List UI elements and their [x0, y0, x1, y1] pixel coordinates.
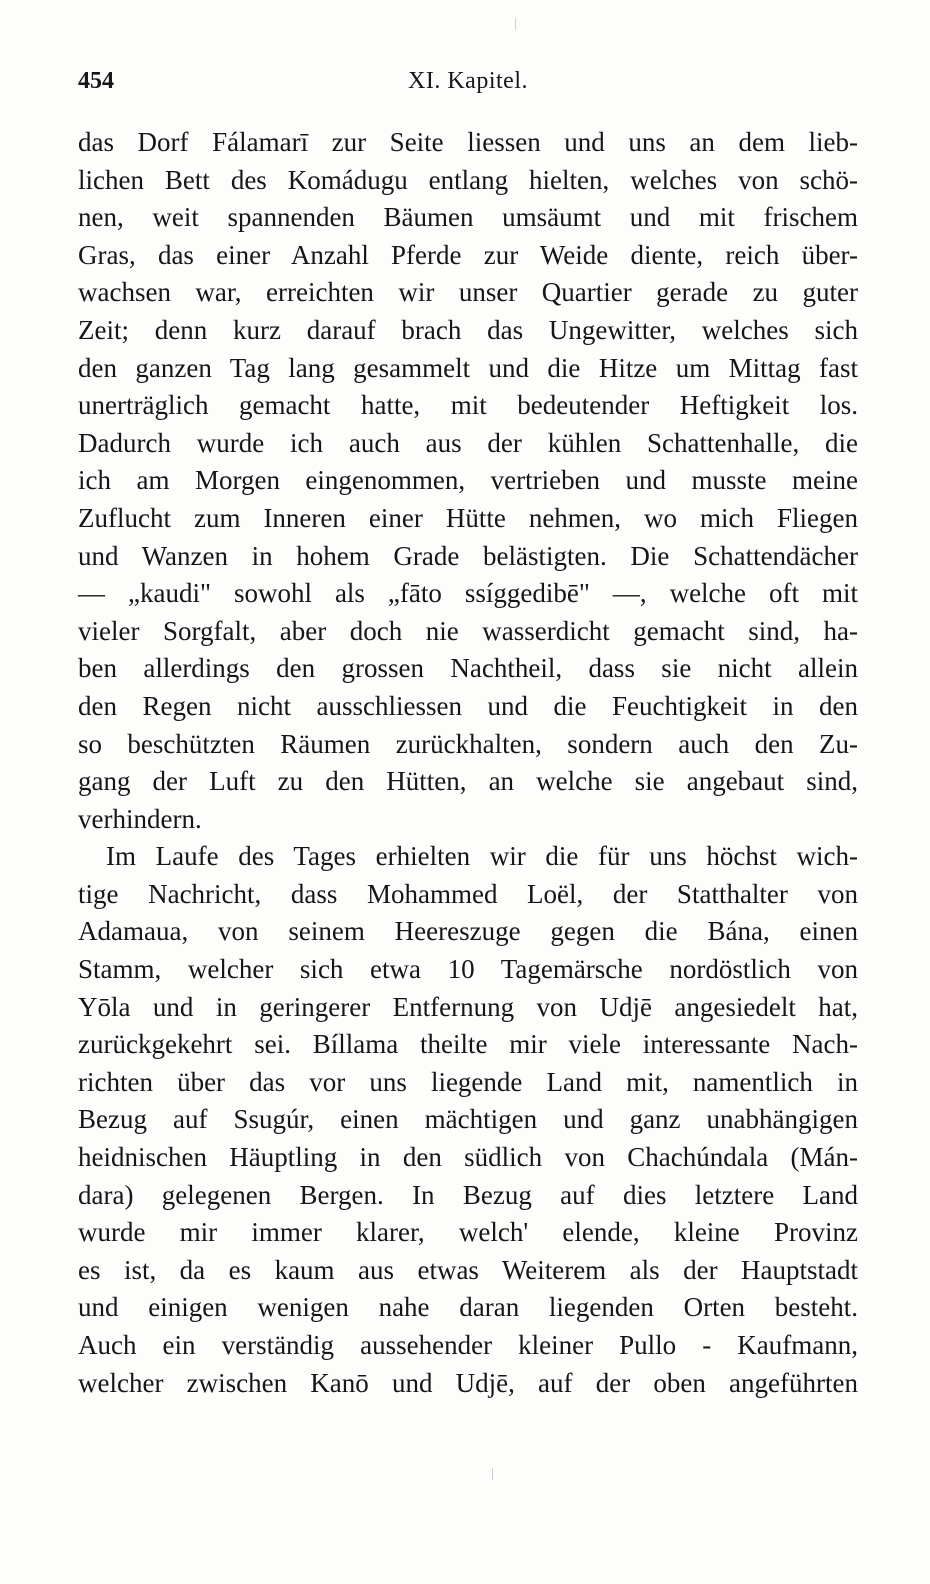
text-line: wurde mir immer klarer, welch' elende, kleine Provinz	[78, 1217, 858, 1248]
text-line: wachsen war, erreichten wir unser Quartier gerade zu guter	[78, 277, 858, 308]
text-line: verhindern.	[78, 803, 202, 834]
scan-artifact-mark	[492, 1468, 493, 1480]
paragraph-1	[78, 124, 858, 838]
text-line: Gras, das einer Anzahl Pferde zur Weide diente, reich über-	[78, 239, 858, 270]
text-line: und Wanzen in hohem Grade belästigten. Die Schattendächer	[78, 540, 858, 571]
text-line: und einigen wenigen nahe daran liegenden Orten besteht.	[78, 1292, 858, 1323]
text-line: Bezug auf Ssugúr, einen mächtigen und ganz unabhängigen	[78, 1104, 858, 1135]
text-line: Zeit; denn kurz darauf brach das Ungewitter, welches sich	[78, 314, 858, 345]
text-line: ich am Morgen eingenommen, vertrieben und musste meine	[78, 465, 858, 496]
text-line: richten über das vor uns liegende Land mit, namentlich in	[78, 1066, 858, 1097]
text-line: den Regen nicht ausschliessen und die Feuchtigkeit in den	[78, 690, 858, 721]
chapter-title: XI. Kapitel.	[408, 68, 528, 94]
text-line: heidnischen Häuptling in den südlich von Chachúndala (Mán-	[78, 1142, 858, 1173]
text-line: Dadurch wurde ich auch aus der kühlen Schattenhalle, die	[78, 427, 858, 458]
text-line: nen, weit spannenden Bäumen umsäumt und mit frischem	[78, 202, 858, 233]
text-line: welcher zwischen Kanō und Udjē, auf der oben angeführten	[78, 1367, 858, 1398]
text-line: so beschützten Räumen zurückhalten, sondern auch den Zu-	[78, 728, 858, 759]
text-line: es ist, da es kaum aus etwas Weiterem als der Hauptstadt	[78, 1254, 858, 1285]
text-line: den ganzen Tag lang gesammelt und die Hitze um Mittag fast	[78, 352, 858, 383]
text-line: Adamaua, von seinem Heereszuge gegen die Bána, einen	[78, 916, 858, 947]
paragraph-2	[78, 838, 858, 1402]
page-number: 454	[78, 68, 114, 94]
text-line: Im Laufe des Tages erhielten wir die für uns höchst wich-	[106, 841, 858, 872]
text-line: dara) gelegenen Bergen. In Bezug auf dies letztere Land	[78, 1179, 858, 1210]
scan-artifact-mark	[515, 18, 516, 30]
text-line: Yōla und in geringerer Entfernung von Udjē angesiedelt hat,	[78, 991, 858, 1022]
text-line: Auch ein verständig aussehender kleiner Pullo - Kaufmann,	[78, 1330, 858, 1360]
text-line: tige Nachricht, dass Mohammed Loël, der Statthalter von	[78, 878, 858, 909]
text-line: Stamm, welcher sich etwa 10 Tagemärsche nordöstlich von	[78, 954, 858, 985]
running-head	[78, 68, 858, 108]
text-line: gang der Luft zu den Hütten, an welche sie angebaut sind,	[78, 766, 858, 797]
text-line: Zuflucht zum Inneren einer Hütte nehmen, wo mich Fliegen	[78, 502, 858, 533]
text-line: das Dorf Fálamarī zur Seite liessen und uns an dem lieb-	[78, 127, 858, 157]
text-line: zurückgekehrt sei. Bíllama theilte mir viele interessante Nach-	[78, 1029, 858, 1060]
body-text	[78, 124, 858, 1402]
text-line: ben allerdings den grossen Nachtheil, dass sie nicht allein	[78, 653, 858, 684]
text-line: unerträglich gemacht hatte, mit bedeutender Heftigkeit los.	[78, 390, 858, 421]
text-line: — „kaudi" sowohl als „fāto ssíggedibē" —, welche oft mit	[78, 578, 858, 609]
text-line: lichen Bett des Komádugu entlang hielten, welches von schö-	[78, 164, 858, 195]
text-line: vieler Sorgfalt, aber doch nie wasserdicht gemacht sind, ha-	[78, 615, 858, 646]
